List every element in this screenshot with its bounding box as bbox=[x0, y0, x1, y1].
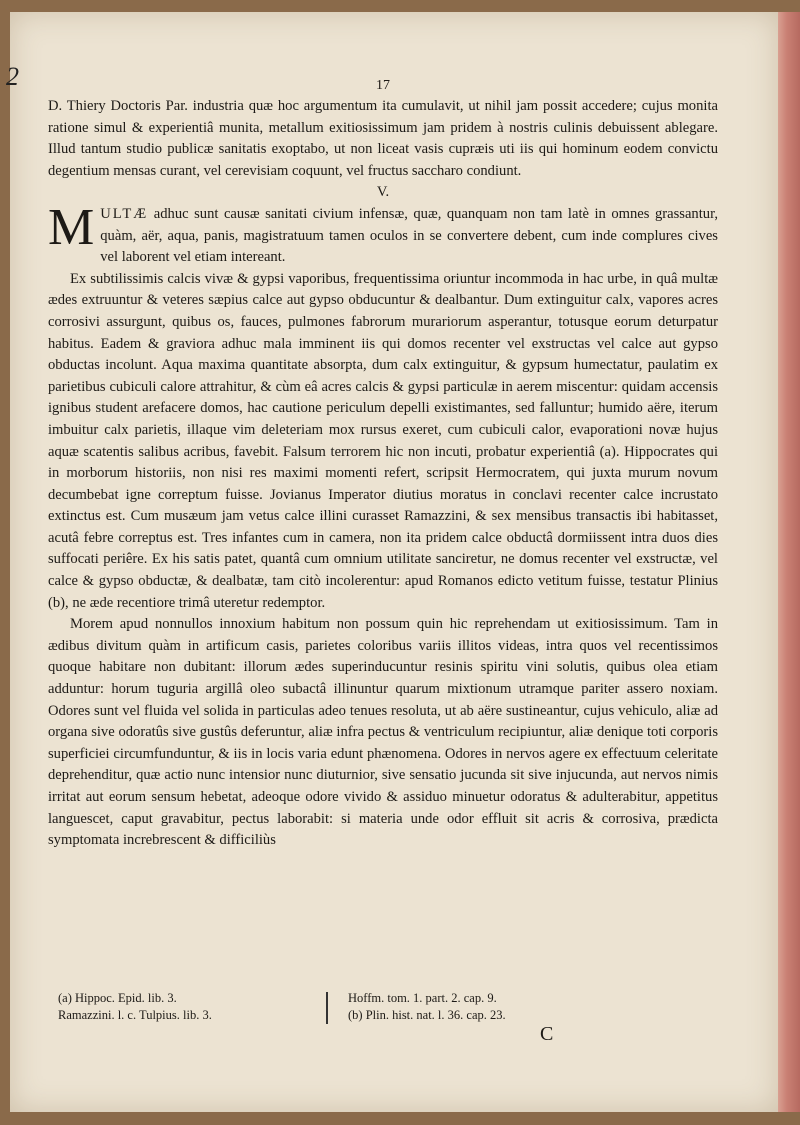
page-number: 17 bbox=[376, 78, 390, 93]
footnote-right-1: Hoffm. tom. 1. part. 2. cap. 9. bbox=[348, 991, 497, 1005]
margin-mark: 2 bbox=[6, 62, 19, 91]
page-edge bbox=[778, 12, 800, 1112]
footnote-left-2: Ramazzini. l. c. Tulpius. lib. 3. bbox=[58, 1008, 212, 1022]
dropcap: M bbox=[48, 198, 95, 256]
footnotes-right bbox=[348, 990, 598, 1024]
paragraph-2-text: adhuc sunt causæ sanitati civium infensæ, quæ, quanquam non tam latè in omnes grassantur, quàm, aër, aqua, panis, magistratuum tamen oculos in se convertere debent, cum inde complures cives vel laborent vel etiam intereant. bbox=[100, 205, 718, 266]
footnote-left-1: (a) Hippoc. Epid. lib. 3. bbox=[58, 991, 177, 1005]
paragraph-1: D. Thiery Doctoris Par. industria quæ hoc argumentum ita cumulavit, ut nihil jam possit accedere; cujus monita ratione simul & experientiâ munita, metallum exitiosissimum jam pridem à nostris culinis debuissent ablegare. Illud tantum studio publicæ sanitatis exoptabo, ut non liceat vasis cupræis uti iis qui hominum eodem convictu degentium mensas curant, vel cerevisiam coquunt, vel fructus saccharo condiunt. bbox=[48, 98, 718, 179]
paragraph-3: Ex subtilissimis calcis vivæ & gypsi vaporibus, frequentissima oriuntur incommoda in hac urbe, in quâ multæ ædes extruuntur & veteres sæpius calce aut gypso obducuntur & dealbantur. Dum extinguitur calx, vapores acres corrosivi assurgunt, quibus os, fauces, pulmones fabrorum murariorum asperantur, totusque eorum deturpatur habitus. Eadem & graviora adhuc mala imminent iis qui domos recenter vel exstructas vel calce aut gypso obductas incolunt. Aqua maxima quantitate absorpta, dum calx extinguitur, & gypsum humectatur, paulatim ex parietibus cubiculi calore attrahitur, & cùm eâ acres calcis & gypsi particulæ in aerem miscentur: quidam accensis ignibus student arefacere domos, hac cautione periculum depelli existimantes, sed falluntur; humido aëre, iterum imbuitur calx parietis, illaque vim deleteriam mox rursus exeret, cum cubiculi calor, evaporationi novæ hujus aquæ scatentis salibus acribus, favebit. Falsum terrorem hic non incuti, probatur experientiâ (a). Hippocrates qui in morborum historiis, non nisi res maximi momenti refert, scripsit Hermocratem, qui juxta murum novum decumbebat igne correptum fuisse. Jovianus Imperator diutius moratus in conclavi recenter calce incrustato extinctus est. Cum musæum jam vetus calce illini curasset Ramazzini, & sex mensibus transactis ibi habitasset, acutâ febre correptus est. Tres infantes cum in camera, non ita pridem calce obductâ dormiissent intra duos dies suffocati periêre. Ex his satis patet, quantâ cum omnium utilitate sanciretur, ne domus recenter vel exstructæ, vel calce & gypso obductæ, & dealbatæ, tam citò incolerentur: apud Romanos edicto vetitum fuisse, testatur Plinius (b), ne æde recentiore trimâ uteretur redemptor. bbox=[48, 270, 718, 611]
page-text bbox=[48, 78, 718, 852]
paragraph-4: Morem apud nonnullos innoxium habitum non possum quin hic reprehendam ut exitiosissimum. Tam in ædibus divitum quàm in artificum casis, parietes coloribus variis illitos videas, intra quos vel recentissimos quoque habitare non dubitant: illorum ædes superinducuntur resinis spiritu vini solutis, quibus olea etiam adduntur: horum tuguria argillâ oleo subactâ illinuntur quarum mixtionum utramque pariter assero noxiam. Odores sunt vel fluida vel solida in particulas adeo tenues resoluta, ut ab aëre sustineantur, cujus vehiculo, aliæ ad organa sive odoratûs sive gustûs deferuntur, aliæ infra pectus & ventriculum recipiuntur, aliæ denique toti corporis superficiei circumfunduntur, & iis in locis varia edunt phænomena. Odores in nervos agere ex effectuum celeritate deprehenditur, quæ actio nunc intensior nunc diuturnior, sive sensatio jucunda sit sive injucunda, aut nervos nimis irritat aut eorum sensum hebetat, adeoque odore vivido & assiduo minuetur odoratus & adulterabitur, appetitus languescet, caput gravabitur, pectus laborabit: si materia unde odor effluit sit acris & corrosiva, prædicta symptomata increbrescent & difficiliùs bbox=[48, 616, 718, 849]
footnote-right-2: (b) Plin. hist. nat. l. 36. cap. 23. bbox=[348, 1008, 506, 1022]
footnotes-left bbox=[58, 990, 308, 1024]
section-numeral: V. bbox=[376, 184, 390, 201]
footnote-separator bbox=[326, 992, 328, 1024]
paragraph-2 bbox=[48, 198, 718, 269]
signature-mark: C bbox=[540, 1023, 554, 1045]
paragraph-2-caps: ULTÆ bbox=[100, 205, 149, 222]
